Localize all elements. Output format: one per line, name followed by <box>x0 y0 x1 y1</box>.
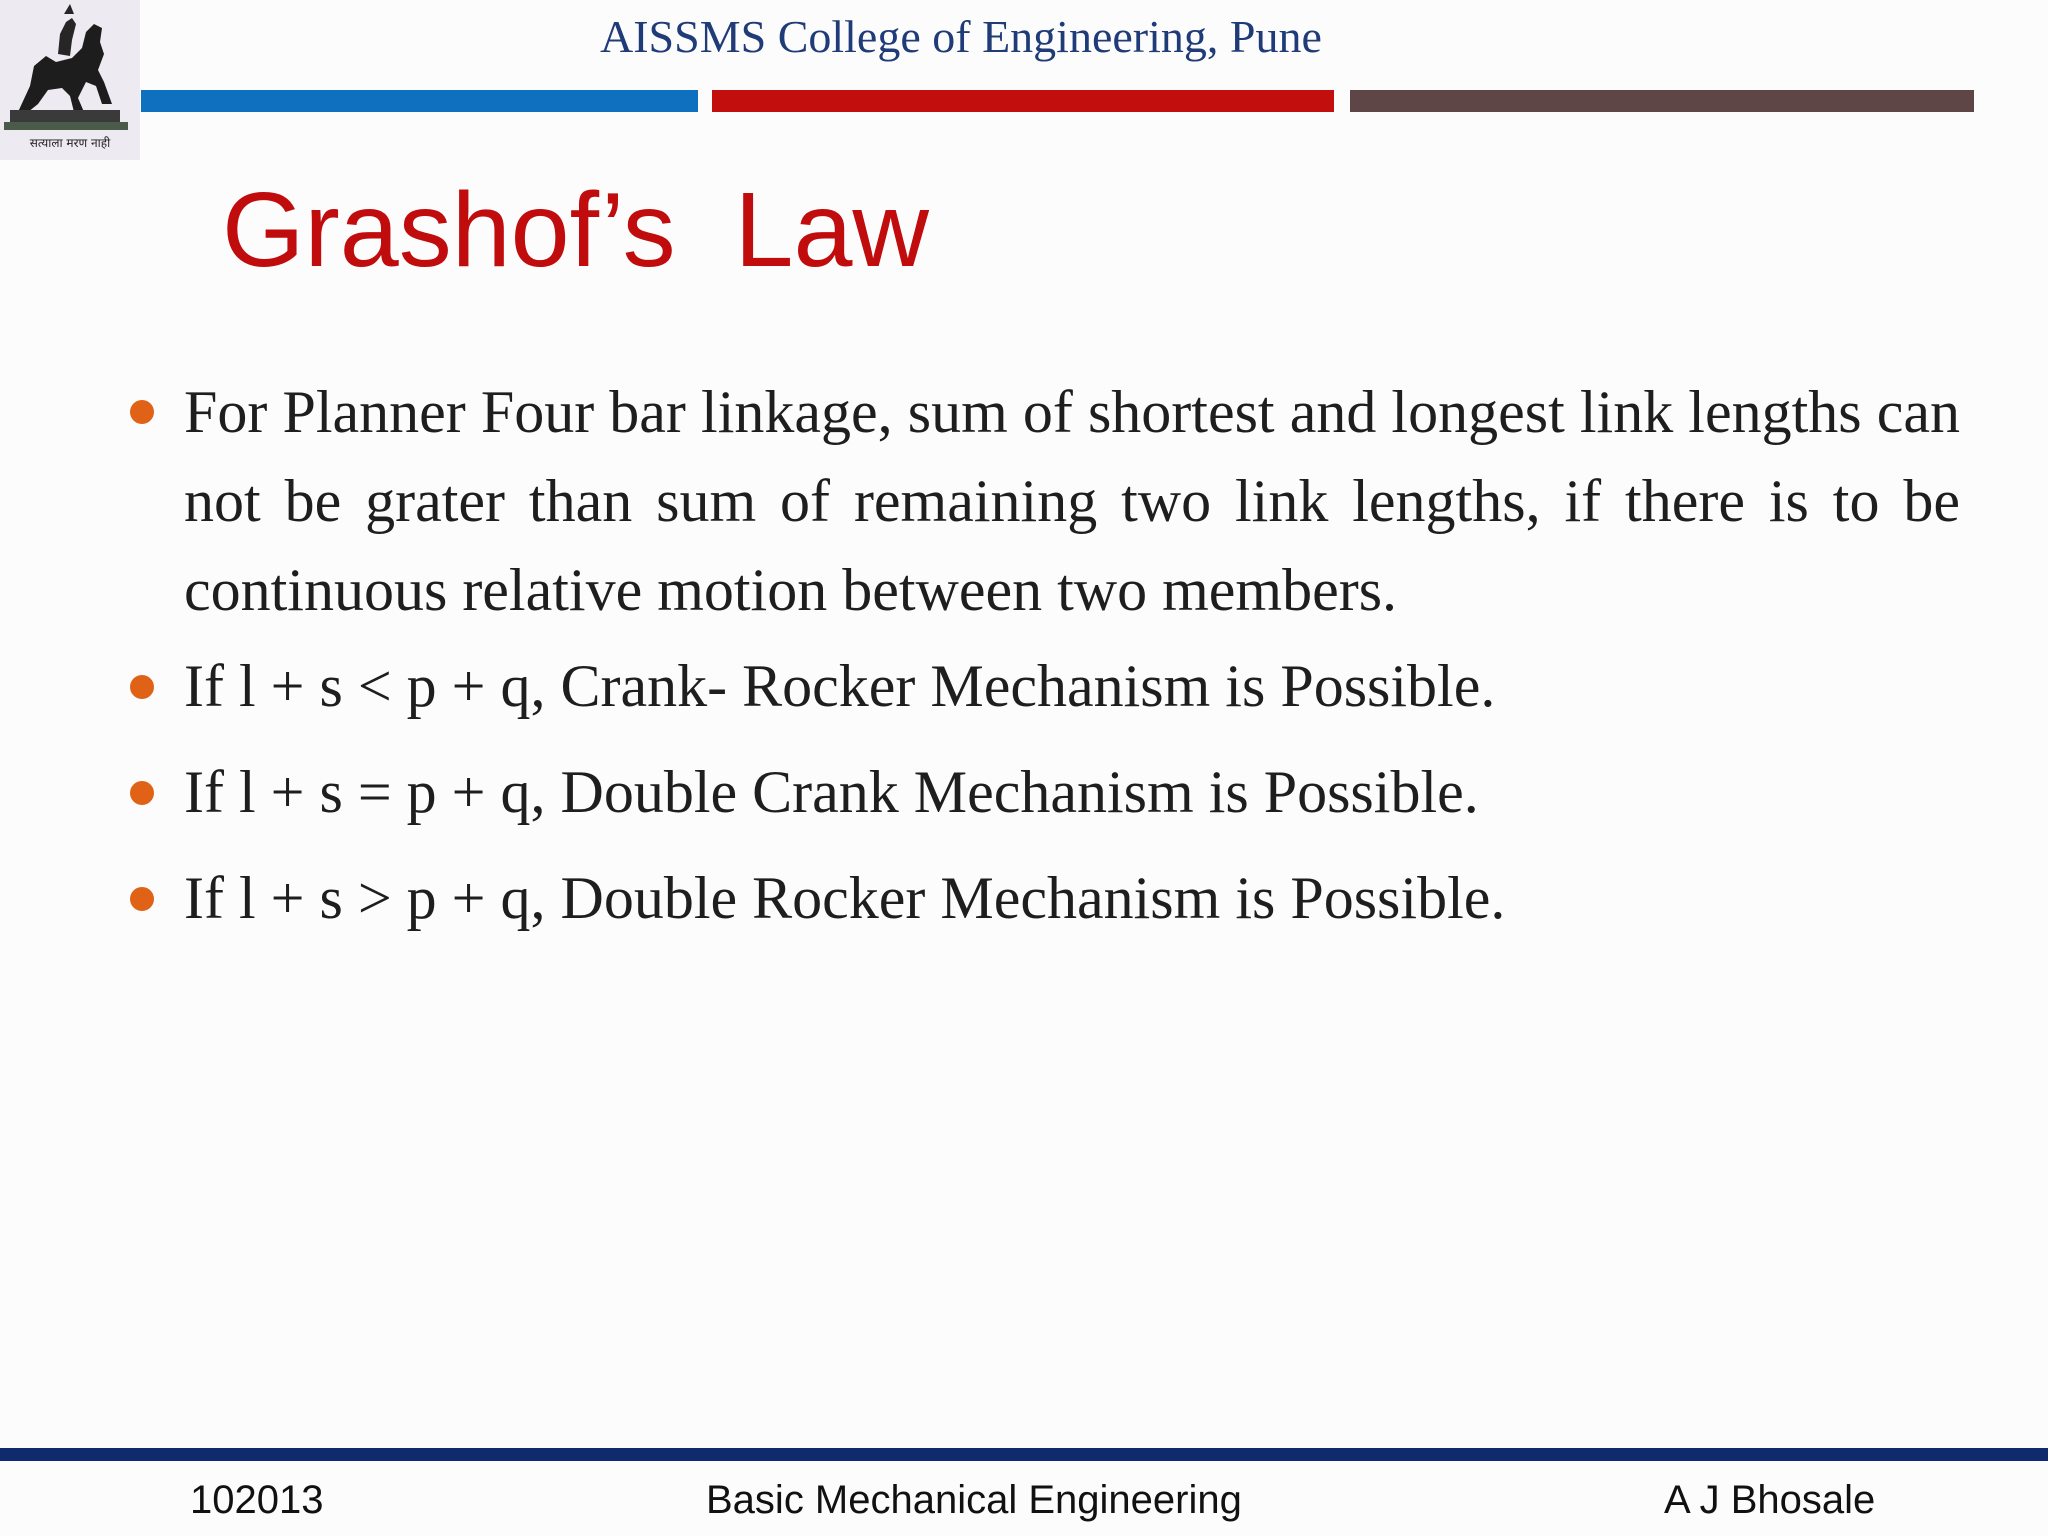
footer-divider <box>0 1448 2048 1461</box>
bullet-dot-icon <box>130 887 154 911</box>
bullet-item <box>130 368 1960 635</box>
bullet-text: If l + s < p + q, Crank- Rocker Mechanism is Possible. <box>184 653 1496 719</box>
bullet-dot-icon <box>130 781 154 805</box>
bullet-text: For Planner Four bar linkage, sum of shortest and longest link lengths can not be grater than sum of remaining two link lengths, if there is to be continuous relative motion between two members. <box>184 379 1960 623</box>
bullet-item <box>130 649 1960 723</box>
bullet-text: If l + s = p + q, Double Crank Mechanism is Possible. <box>184 759 1479 825</box>
college-logo <box>0 0 140 160</box>
logo-motto: सत्याला मरण नाही <box>29 136 111 150</box>
footer-course-code: 102013 <box>190 1478 324 1522</box>
slide-title: Grashof’s Law <box>222 171 929 289</box>
footer-course-name: Basic Mechanical Engineering <box>706 1478 1242 1522</box>
header-band-red <box>712 90 1334 112</box>
bullet-item <box>130 755 1960 829</box>
bullet-dot-icon <box>130 675 154 699</box>
bullet-dot-icon <box>130 400 154 424</box>
bullet-text: If l + s > p + q, Double Rocker Mechanism is Possible. <box>184 865 1506 931</box>
header-band-brown <box>1350 90 1974 112</box>
bullet-item <box>130 861 1960 935</box>
bullet-list <box>130 368 1960 967</box>
footer-author: A J Bhosale <box>1664 1478 1876 1522</box>
header-band-blue <box>141 90 698 112</box>
statue-icon <box>0 0 140 160</box>
college-name: AISSMS College of Engineering, Pune <box>600 11 1322 62</box>
